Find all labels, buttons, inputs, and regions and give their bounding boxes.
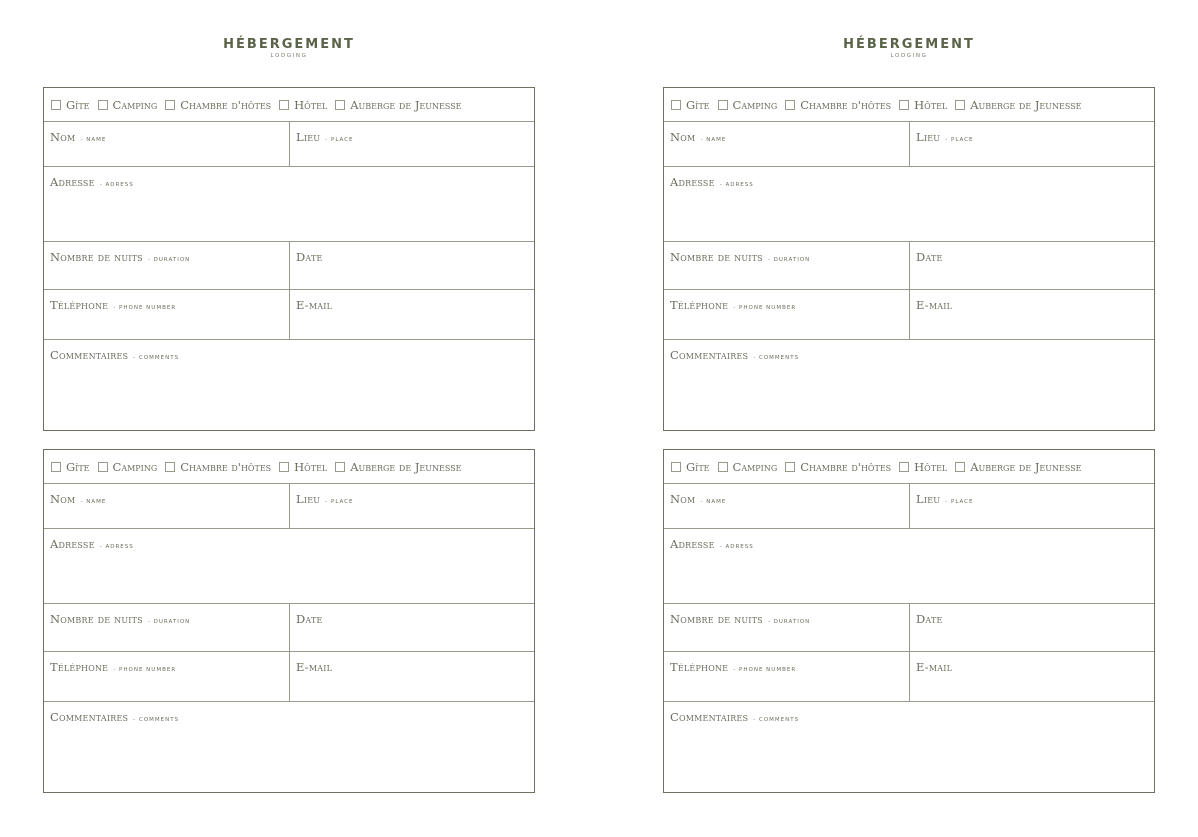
checkbox[interactable] <box>785 100 795 110</box>
nights-row <box>664 604 1154 652</box>
phone-field[interactable]: Téléphone - PHONE NUMBER <box>44 290 290 339</box>
phone-row <box>664 290 1154 340</box>
name-row <box>44 122 534 167</box>
date-field[interactable]: Date <box>916 250 943 264</box>
checkbox[interactable] <box>955 462 965 472</box>
type-option[interactable]: Camping <box>718 460 778 474</box>
nights-row <box>44 604 534 652</box>
place-field[interactable]: Lieu - PLACE <box>296 492 354 506</box>
name-field[interactable]: Nom - NAME <box>44 484 290 528</box>
comments-row <box>664 340 1154 430</box>
lodging-card <box>43 87 535 431</box>
place-field[interactable]: Lieu - PLACE <box>296 130 354 144</box>
type-option[interactable]: Chambre d'hôtes <box>165 98 271 112</box>
address-row <box>664 167 1154 242</box>
lodging-card <box>663 87 1155 431</box>
name-field[interactable]: Nom - NAME <box>664 484 910 528</box>
title-text: HÉBERGEMENT <box>843 37 975 52</box>
address-field[interactable]: Adresse - ADRESS <box>50 537 134 551</box>
type-row <box>664 450 1154 484</box>
checkbox[interactable] <box>718 100 728 110</box>
type-option[interactable]: Auberge de Jeunesse <box>335 98 461 112</box>
checkbox[interactable] <box>98 462 108 472</box>
lodging-card <box>663 449 1155 793</box>
comments-field[interactable]: Commentaires - COMMENTS <box>50 348 180 362</box>
comments-row <box>44 340 534 430</box>
checkbox[interactable] <box>671 462 681 472</box>
phone-field[interactable]: Téléphone - PHONE NUMBER <box>664 652 910 701</box>
subtitle-text: LODGING <box>890 53 928 59</box>
lodging-card <box>43 449 535 793</box>
email-field[interactable]: E-mail <box>296 660 333 674</box>
address-row <box>44 529 534 604</box>
phone-field[interactable]: Téléphone - PHONE NUMBER <box>44 652 290 701</box>
comments-field[interactable]: Commentaires - COMMENTS <box>670 348 800 362</box>
name-row <box>664 484 1154 529</box>
type-row <box>44 88 534 122</box>
comments-row <box>44 702 534 792</box>
type-option[interactable]: Camping <box>98 460 158 474</box>
nights-field[interactable]: Nombre de nuits - DURATION <box>664 604 910 651</box>
address-field[interactable]: Adresse - ADRESS <box>50 175 134 189</box>
checkbox[interactable] <box>279 462 289 472</box>
name-row <box>664 122 1154 167</box>
name-row <box>44 484 534 529</box>
type-option[interactable]: Camping <box>98 98 158 112</box>
comments-field[interactable]: Commentaires - COMMENTS <box>670 710 800 724</box>
address-row <box>664 529 1154 604</box>
phone-field[interactable]: Téléphone - PHONE NUMBER <box>664 290 910 339</box>
checkbox[interactable] <box>671 100 681 110</box>
checkbox[interactable] <box>98 100 108 110</box>
date-field[interactable]: Date <box>296 250 323 264</box>
type-row <box>44 450 534 484</box>
checkbox[interactable] <box>955 100 965 110</box>
checkbox[interactable] <box>335 462 345 472</box>
type-option[interactable]: Hôtel <box>279 460 327 474</box>
title-text: HÉBERGEMENT <box>223 37 355 52</box>
type-row <box>664 88 1154 122</box>
checkbox[interactable] <box>899 462 909 472</box>
checkbox[interactable] <box>279 100 289 110</box>
email-field[interactable]: E-mail <box>916 298 953 312</box>
date-field[interactable]: Date <box>296 612 323 626</box>
type-option[interactable]: Chambre d'hôtes <box>785 460 891 474</box>
comments-field[interactable]: Commentaires - COMMENTS <box>50 710 180 724</box>
comments-row <box>664 702 1154 792</box>
type-option[interactable]: Chambre d'hôtes <box>785 98 891 112</box>
nights-row <box>44 242 534 290</box>
type-option[interactable]: Gîte <box>51 460 90 474</box>
checkbox[interactable] <box>51 462 61 472</box>
email-field[interactable]: E-mail <box>296 298 333 312</box>
name-field[interactable]: Nom - NAME <box>664 122 910 166</box>
phone-row <box>44 290 534 340</box>
checkbox[interactable] <box>718 462 728 472</box>
name-field[interactable]: Nom - NAME <box>44 122 290 166</box>
type-option[interactable]: Auberge de Jeunesse <box>955 98 1081 112</box>
checkbox[interactable] <box>51 100 61 110</box>
type-option[interactable]: Hôtel <box>899 460 947 474</box>
checkbox[interactable] <box>899 100 909 110</box>
subtitle-text: LODGING <box>270 53 308 59</box>
place-field[interactable]: Lieu - PLACE <box>916 492 974 506</box>
checkbox[interactable] <box>785 462 795 472</box>
address-field[interactable]: Adresse - ADRESS <box>670 537 754 551</box>
type-option[interactable]: Gîte <box>671 460 710 474</box>
nights-field[interactable]: Nombre de nuits - DURATION <box>664 242 910 289</box>
address-field[interactable]: Adresse - ADRESS <box>670 175 754 189</box>
type-option[interactable]: Camping <box>718 98 778 112</box>
type-option[interactable]: Hôtel <box>279 98 327 112</box>
nights-row <box>664 242 1154 290</box>
type-option[interactable]: Auberge de Jeunesse <box>335 460 461 474</box>
checkbox[interactable] <box>165 462 175 472</box>
type-option[interactable]: Auberge de Jeunesse <box>955 460 1081 474</box>
type-option[interactable]: Chambre d'hôtes <box>165 460 271 474</box>
type-option[interactable]: Gîte <box>51 98 90 112</box>
type-option[interactable]: Gîte <box>671 98 710 112</box>
address-row <box>44 167 534 242</box>
place-field[interactable]: Lieu - PLACE <box>916 130 974 144</box>
type-option[interactable]: Hôtel <box>899 98 947 112</box>
nights-field[interactable]: Nombre de nuits - DURATION <box>44 242 290 289</box>
phone-row <box>44 652 534 702</box>
date-field[interactable]: Date <box>916 612 943 626</box>
checkbox[interactable] <box>165 100 175 110</box>
page-title-left <box>139 38 439 60</box>
checkbox[interactable] <box>335 100 345 110</box>
page-title-right <box>759 38 1059 60</box>
nights-field[interactable]: Nombre de nuits - DURATION <box>44 604 290 651</box>
email-field[interactable]: E-mail <box>916 660 953 674</box>
phone-row <box>664 652 1154 702</box>
